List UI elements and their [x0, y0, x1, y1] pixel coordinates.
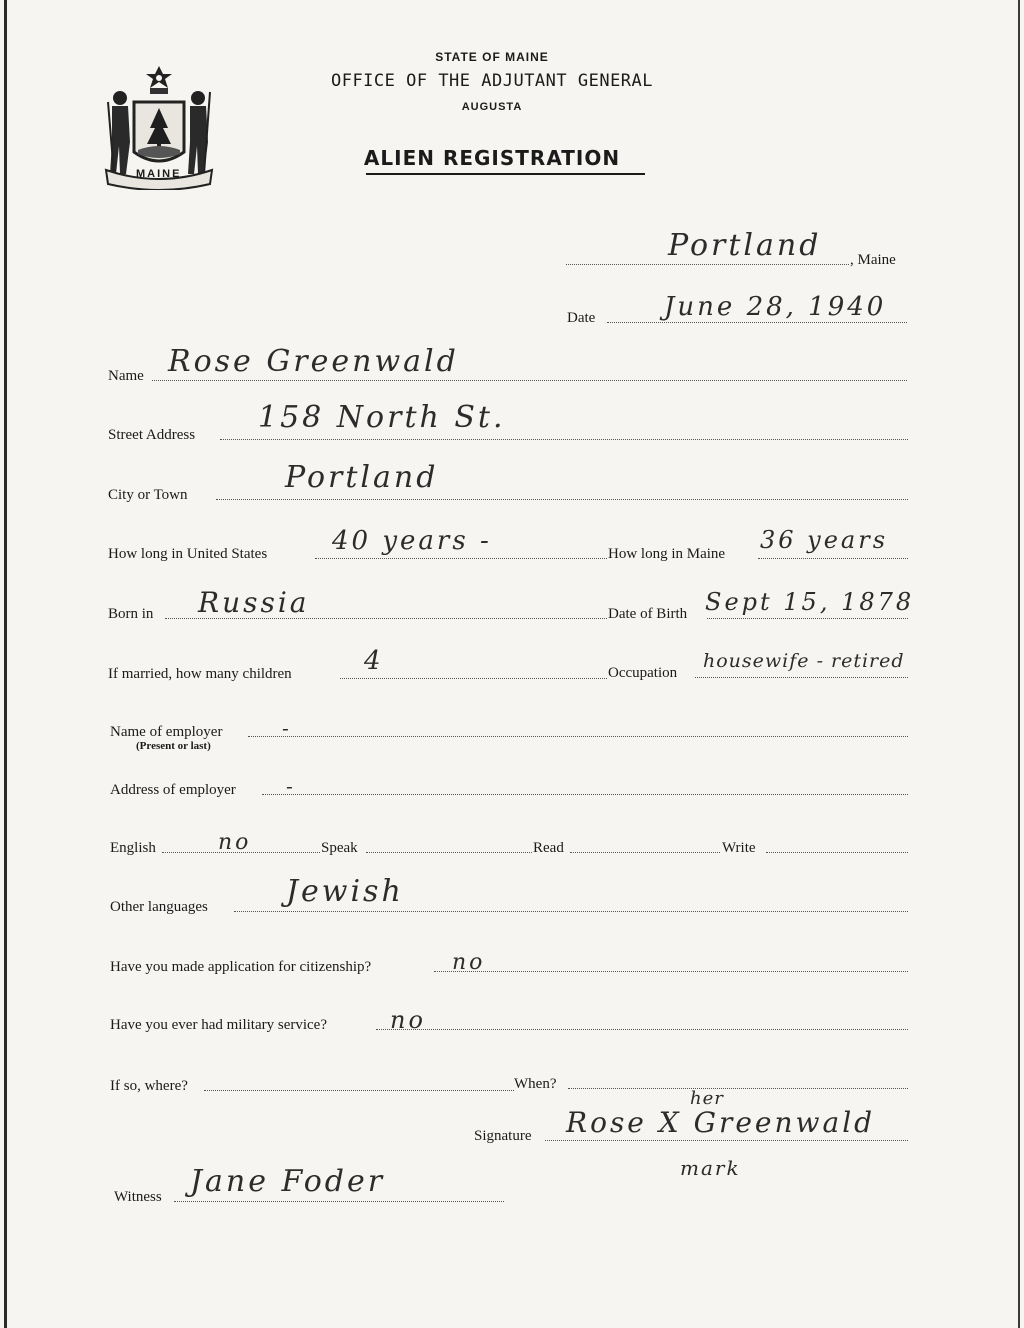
- read-label: Read: [533, 840, 564, 856]
- employer-address-value: -: [286, 774, 296, 798]
- location-suffix: , Maine: [850, 252, 896, 268]
- name-value: Rose Greenwald: [168, 344, 459, 379]
- when-label: When?: [514, 1076, 557, 1092]
- maine-duration-label: How long in Maine: [608, 546, 726, 562]
- where-label: If so, where?: [110, 1078, 188, 1094]
- us-duration-value: 40 years -: [332, 526, 492, 556]
- witness-value: Jane Foder: [190, 1164, 386, 1199]
- name-line: [152, 380, 907, 381]
- date-label: Date: [567, 310, 596, 326]
- children-line: [340, 678, 607, 679]
- name-label: Name: [108, 368, 144, 384]
- children-value: 4: [364, 646, 384, 676]
- other-languages-value: Jewish: [286, 874, 404, 909]
- employer-line: [248, 736, 908, 737]
- signature-mark-below: mark: [680, 1156, 741, 1180]
- signature-value: Rose X Greenwald: [566, 1106, 876, 1139]
- city-line: [216, 499, 908, 500]
- when-line: [568, 1088, 908, 1089]
- write-line: [766, 852, 908, 853]
- employer-value: -: [282, 716, 292, 740]
- write-label: Write: [722, 840, 756, 856]
- maine-duration-value: 36 years: [760, 526, 889, 554]
- occupation-line: [695, 677, 908, 678]
- born-in-label: Born in: [108, 606, 154, 622]
- other-languages-line: [234, 911, 908, 912]
- street-value: 158 North St.: [258, 400, 506, 435]
- read-line: [570, 852, 720, 853]
- other-languages-label: Other languages: [110, 899, 208, 915]
- english-value: no: [218, 830, 252, 855]
- born-in-value: Russia: [198, 586, 310, 619]
- date-line: [607, 322, 907, 323]
- us-duration-line: [315, 558, 607, 559]
- witness-label: Witness: [114, 1189, 162, 1205]
- signature-label: Signature: [474, 1128, 532, 1144]
- birth-date-label: Date of Birth: [608, 606, 688, 622]
- scan-border-right: [1018, 0, 1020, 1328]
- children-label: If married, how many children: [108, 666, 292, 682]
- speak-line: [366, 852, 532, 853]
- witness-line: [174, 1201, 504, 1202]
- speak-label: Speak: [321, 840, 358, 856]
- date-value: June 28, 1940: [664, 292, 887, 322]
- city-value: Portland: [285, 460, 439, 495]
- citizenship-line: [434, 971, 908, 972]
- scan-border-left: [4, 0, 7, 1328]
- birth-date-line: [707, 618, 908, 619]
- office-heading: OFFICE OF THE ADJUTANT GENERAL: [330, 71, 654, 91]
- location-line: [566, 264, 849, 265]
- employer-sublabel: (Present or last): [136, 740, 211, 752]
- state-heading: STATE OF MAINE: [435, 50, 549, 64]
- citizenship-label: Have you made application for citizenship?: [110, 959, 372, 975]
- signature-mark-above: her: [690, 1088, 724, 1109]
- occupation-value: housewife - retired: [703, 650, 905, 672]
- maine-duration-line: [758, 558, 908, 559]
- form-title: ALIEN REGISTRATION: [363, 146, 621, 170]
- location-value: Portland: [668, 228, 822, 263]
- military-value: no: [390, 1006, 426, 1034]
- employer-label: Name of employer: [110, 724, 223, 740]
- street-label: Street Address: [108, 427, 196, 443]
- title-underline: [366, 173, 645, 175]
- employer-address-label: Address of employer: [110, 782, 236, 798]
- english-label: English: [110, 840, 156, 856]
- seal-banner-text: MAINE: [136, 168, 182, 180]
- citizenship-value: no: [452, 950, 486, 975]
- city-label: City or Town: [108, 487, 188, 503]
- us-duration-label: How long in United States: [108, 546, 268, 562]
- military-label: Have you ever had military service?: [110, 1017, 327, 1033]
- occupation-label: Occupation: [608, 665, 678, 681]
- birth-date-value: Sept 15, 1878: [705, 588, 915, 616]
- city-heading: AUGUSTA: [461, 101, 523, 113]
- where-line: [204, 1090, 514, 1091]
- military-line: [376, 1029, 908, 1030]
- street-line: [220, 439, 908, 440]
- signature-line: [545, 1140, 908, 1141]
- employer-address-line: [262, 794, 908, 795]
